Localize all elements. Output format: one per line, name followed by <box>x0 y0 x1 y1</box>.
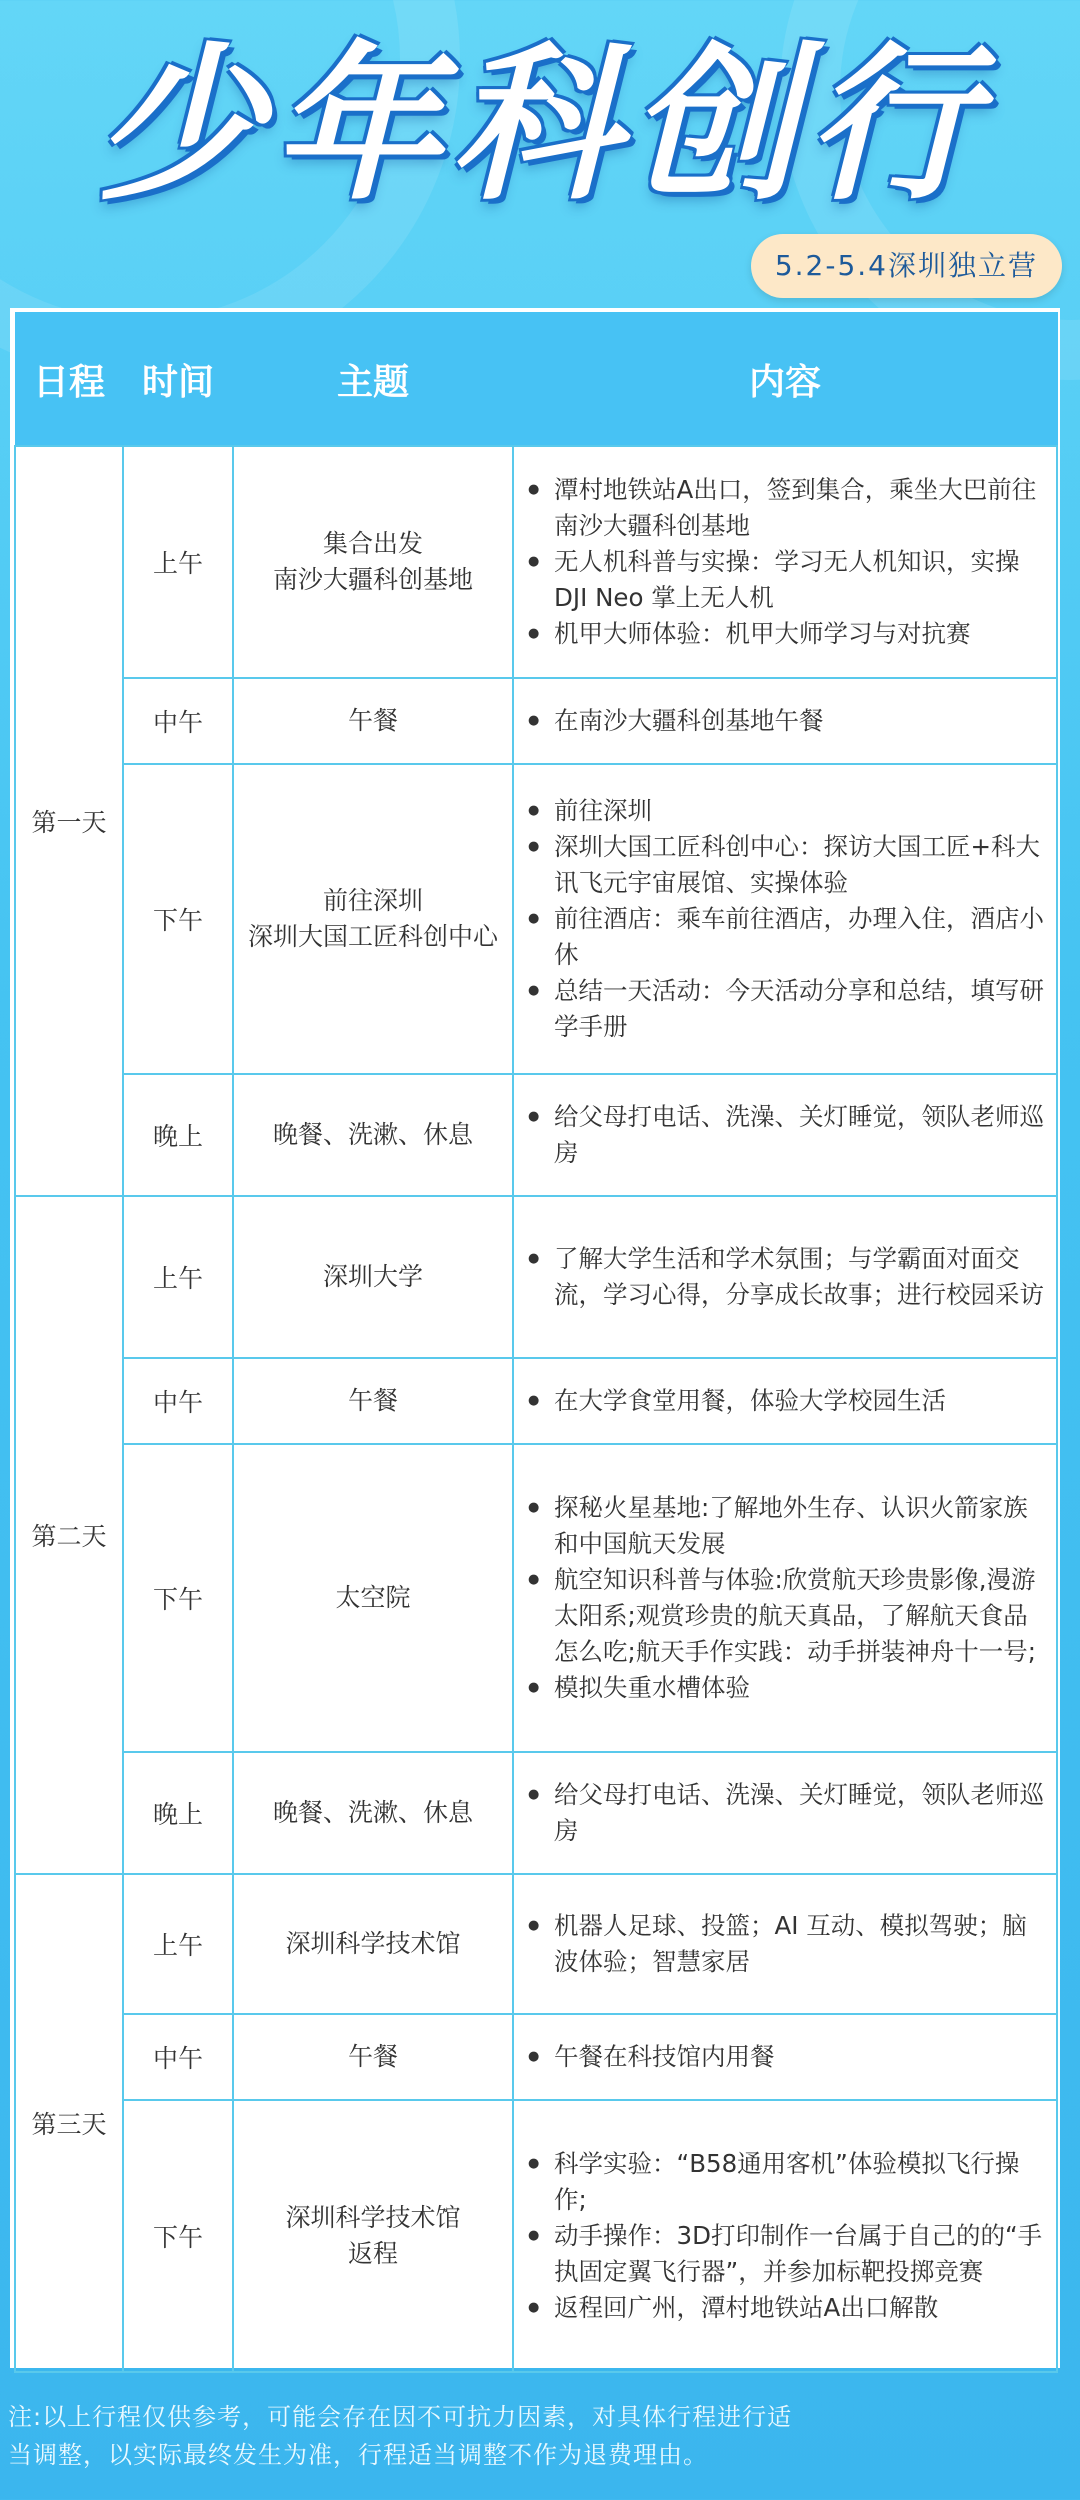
content-list <box>528 2039 1048 2075</box>
table-row <box>15 1074 1057 1196</box>
time-cell: 中午 <box>123 2014 233 2100</box>
day-label-cell: 第三天 <box>15 1874 123 2372</box>
content-list <box>528 472 1048 652</box>
header-content: 内容 <box>513 313 1057 447</box>
theme-cell <box>233 2014 513 2100</box>
theme-cell <box>233 1444 513 1752</box>
content-cell <box>513 1074 1057 1196</box>
content-list-item: ● 在南沙大疆科创基地午餐 <box>554 703 1048 739</box>
time-cell: 中午 <box>123 678 233 764</box>
page-title: 少年科创行 <box>95 27 985 223</box>
footer-note-line: 当调整，以实际最终发生为准，行程适当调整不作为退费理由。 <box>8 2441 708 2469</box>
content-list-item: ● 潭村地铁站A出口，签到集合，乘坐大巴前往南沙大疆科创基地 <box>554 472 1048 544</box>
time-cell: 晚上 <box>123 1074 233 1196</box>
theme-cell <box>233 678 513 764</box>
theme-text: 太空院 <box>335 1583 411 1612</box>
table-row <box>15 1196 1057 1358</box>
table-row <box>15 1444 1057 1752</box>
content-list <box>528 1383 1048 1419</box>
content-cell <box>513 1874 1057 2014</box>
itinerary-table-container <box>10 308 1060 2368</box>
theme-cell <box>233 2100 513 2372</box>
theme-text: 返程 <box>347 2239 398 2268</box>
theme-cell <box>233 1358 513 1444</box>
header-theme: 主题 <box>233 313 513 447</box>
theme-text: 深圳科学技术馆 <box>285 1929 461 1958</box>
content-list-item: ● 给父母打电话、洗澡、关灯睡觉，领队老师巡房 <box>554 1777 1048 1849</box>
content-list-item: ● 探秘火星基地:了解地外生存、认识火箭家族和中国航天发展 <box>554 1490 1048 1562</box>
time-cell: 下午 <box>123 1444 233 1752</box>
content-list <box>528 1241 1048 1313</box>
table-row <box>15 1752 1057 1874</box>
content-cell <box>513 1196 1057 1358</box>
theme-text: 南沙大疆科创基地 <box>272 565 473 594</box>
theme-cell <box>233 1196 513 1358</box>
theme-cell <box>233 446 513 678</box>
header-banner <box>0 0 1080 300</box>
theme-text: 午餐 <box>347 706 398 735</box>
content-list-item: ● 模拟失重水槽体验 <box>554 1670 1048 1706</box>
time-cell: 下午 <box>123 2100 233 2372</box>
theme-text: 深圳科学技术馆 <box>285 2203 461 2232</box>
content-list-item: ● 前往酒店：乘车前往酒店，办理入住，酒店小休 <box>554 901 1048 973</box>
content-list-item: ● 前往深圳 <box>554 793 1048 829</box>
table-body <box>15 446 1057 2372</box>
time-cell: 上午 <box>123 1196 233 1358</box>
content-cell <box>513 678 1057 764</box>
footer-note-line: 注:以上行程仅供参考，可能会存在因不可抗力因素，对具体行程进行适 <box>8 2403 793 2431</box>
theme-text: 午餐 <box>347 1386 398 1415</box>
content-list-item: ● 总结一天活动：今天活动分享和总结，填写研学手册 <box>554 973 1048 1045</box>
itinerary-table <box>14 312 1058 2373</box>
content-list-item: ● 动手操作：3D打印制作一台属于自己的的“手执固定翼飞行器”，并参加标靶投掷竞赛 <box>554 2218 1048 2290</box>
content-list-item: ● 深圳大国工匠科创中心：探访大国工匠+科大讯飞元宇宙展馆、实操体验 <box>554 829 1048 901</box>
table-header-row <box>15 313 1057 447</box>
theme-cell <box>233 764 513 1074</box>
content-cell <box>513 2014 1057 2100</box>
time-cell: 中午 <box>123 1358 233 1444</box>
content-cell <box>513 764 1057 1074</box>
table-row <box>15 764 1057 1074</box>
content-list <box>528 2146 1048 2326</box>
table-row <box>15 1358 1057 1444</box>
time-cell: 晚上 <box>123 1752 233 1874</box>
content-list <box>528 703 1048 739</box>
table-row <box>15 2014 1057 2100</box>
content-list <box>528 1908 1048 1980</box>
content-list <box>528 1777 1048 1849</box>
table-row <box>15 2100 1057 2372</box>
content-cell <box>513 1444 1057 1752</box>
content-list-item: ● 午餐在科技馆内用餐 <box>554 2039 1048 2075</box>
content-cell <box>513 1358 1057 1444</box>
header-schedule: 日程 <box>15 313 123 447</box>
theme-text: 晚餐、洗漱、休息 <box>272 1120 473 1149</box>
theme-cell <box>233 1874 513 2014</box>
theme-text: 集合出发 <box>322 529 423 558</box>
table-row <box>15 446 1057 678</box>
time-cell: 上午 <box>123 446 233 678</box>
content-cell <box>513 446 1057 678</box>
theme-text: 午餐 <box>347 2042 398 2071</box>
content-list-item: ● 在大学食堂用餐，体验大学校园生活 <box>554 1383 1048 1419</box>
content-list-item: ● 航空知识科普与体验:欣赏航天珍贵影像,漫游太阳系;观赏珍贵的航天真品，了解航天食品怎么吃;航天手作实践：动手拼装神舟十一号; <box>554 1562 1048 1670</box>
content-list-item: ● 给父母打电话、洗澡、关灯睡觉，领队老师巡房 <box>554 1099 1048 1171</box>
theme-text: 前往深圳 <box>322 886 423 915</box>
header-time: 时间 <box>123 313 233 447</box>
content-list-item: ● 了解大学生活和学术氛围；与学霸面对面交流，学习心得，分享成长故事；进行校园采访 <box>554 1241 1048 1313</box>
content-cell <box>513 2100 1057 2372</box>
theme-text: 深圳大国工匠科创中心 <box>247 922 498 951</box>
content-list <box>528 1099 1048 1171</box>
theme-text: 深圳大学 <box>322 1262 423 1291</box>
content-list <box>528 793 1048 1045</box>
table-row <box>15 1874 1057 2014</box>
theme-cell <box>233 1752 513 1874</box>
date-location-badge: 5.2-5.4深圳独立营 <box>751 234 1062 298</box>
theme-text: 晚餐、洗漱、休息 <box>272 1798 473 1827</box>
content-cell <box>513 1752 1057 1874</box>
content-list-item: ● 科学实验：“B58通用客机”体验模拟飞行操作; <box>554 2146 1048 2218</box>
time-cell: 上午 <box>123 1874 233 2014</box>
table-row <box>15 678 1057 764</box>
time-cell: 下午 <box>123 764 233 1074</box>
content-list-item: ● 机器人足球、投篮；AI 互动、模拟驾驶；脑波体验；智慧家居 <box>554 1908 1048 1980</box>
day-label-cell: 第一天 <box>15 446 123 1196</box>
content-list-item: ● 返程回广州，潭村地铁站A出口解散 <box>554 2290 1048 2326</box>
content-list-item: ● 无人机科普与实操：学习无人机知识，实操DJI Neo 掌上无人机 <box>554 544 1048 616</box>
theme-cell <box>233 1074 513 1196</box>
content-list-item: ● 机甲大师体验：机甲大师学习与对抗赛 <box>554 616 1048 652</box>
footer-note <box>8 2398 1008 2474</box>
day-label-cell: 第二天 <box>15 1196 123 1874</box>
content-list <box>528 1490 1048 1706</box>
